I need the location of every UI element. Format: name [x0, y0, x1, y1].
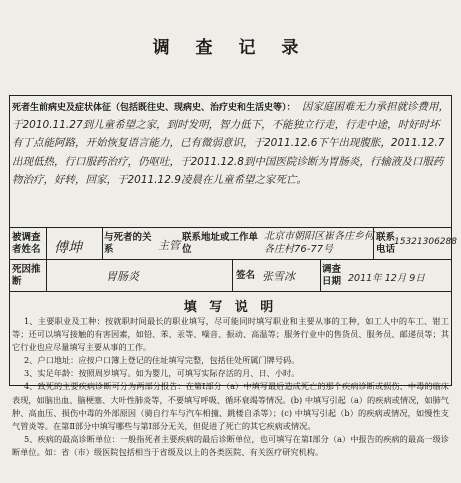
instruction-item: 5、疾病的最高诊断单位：一般指死者主要疾病的最后诊断单位，也可填写在第Ⅰ部分（a）中报告的疾病的最高一级诊断单位。如：省（市）级医院包括相当于省级及以上的各类医院、有关医疗研究机构。: [12, 433, 449, 457]
instruction-item: 3、实足年龄：按照周岁填写。如为婴儿，可填写实际存活的月、日、小时。: [24, 368, 300, 379]
cause-label: 死因推断: [12, 264, 41, 287]
address-value: 北京市朝阳区崔各庄乡何各庄村76-77号: [264, 231, 374, 255]
row-divider: [10, 227, 451, 228]
instruction-item: 1、主要职业及工种：按就职时间最长的职业填写，尽可能同时填写职业和主要从事的工种，如工人中的车工、钳工等；还可以填写接触的有害因素，如铅、苯、汞等、噪音、振动、高温等；服务行业中的售货员、服务员、邮递员等；其它行业也应尽量填写主要从事的工作。: [12, 316, 449, 353]
phone-value: 15321306288: [394, 237, 457, 247]
phone-label: 联系电话: [376, 232, 396, 255]
date-label: 调查日期: [322, 264, 342, 287]
document-title: 调 查 记 录: [152, 38, 309, 58]
informant-name-value: 傅坤: [54, 240, 82, 256]
date-value: 2011年 12月 9日: [348, 273, 425, 284]
relation-value: 主管: [158, 239, 180, 252]
row-divider: [10, 291, 451, 292]
instruction-item: 2、户口地址：应按户口簿上登记的住址填写完整，包括住处所属门牌号码。: [24, 355, 300, 366]
relation-label: 与死者的关系: [104, 232, 152, 255]
instructions-title: 填 写 说 明: [183, 300, 278, 315]
row-divider: [10, 259, 451, 260]
history-label: 死者生前病史及症状体征（包括既往史、现病史、治疗史和生活史等）：: [12, 103, 296, 113]
instruction-item: 4、致死的主要疾病诊断可分为两部分报告：在第Ⅰ部分（a）中填写最后造成死亡的那个疾病诊断或损伤、中毒的临床表现，如脑出血、脑梗塞、大叶性肺炎等，不要填写呼吸、循环衰竭等情况。(b) 中填写引起（a）的疾病或情况，如肺气肿、高血压、损伤中毒的外部原因（骑自行车与汽车相撞、跳楼自杀等）；(c) 中填写引起（b）的疾病或情况，如慢性支气管炎等。在第Ⅱ部分中填写哪些与第Ⅰ部分无关，但促进了死亡的其它疾病或情况。: [12, 381, 449, 431]
signer-label: 签名: [236, 270, 256, 281]
history-handwritten-text: 因家庭困难无力承担就诊费用，于2010.11.27到儿童希望之家，到时发明，智力低下，不能独立行走，行走中途，时好时坏有丁点能阿路，开始恢复语言能力，已有微弱意识，于2011.12.6下午出现腹胀，2011.12.7出现低热，行口服药治疗，仍呕吐，于2011.12.8到中国医院诊断为胃肠炎，行输液及口服药物治疗，好转，回家，于2011.12.9凌晨在儿童希望之家死亡。: [12, 101, 449, 186]
instructions-body: [12, 315, 449, 459]
cause-value: 胃肠炎: [106, 270, 139, 283]
informant-name-label: 被调查者姓名: [12, 232, 41, 255]
survey-form: [9, 95, 457, 457]
signer-value: 张雪冰: [262, 270, 295, 283]
address-label: 联系地址或工作单位: [182, 232, 259, 255]
